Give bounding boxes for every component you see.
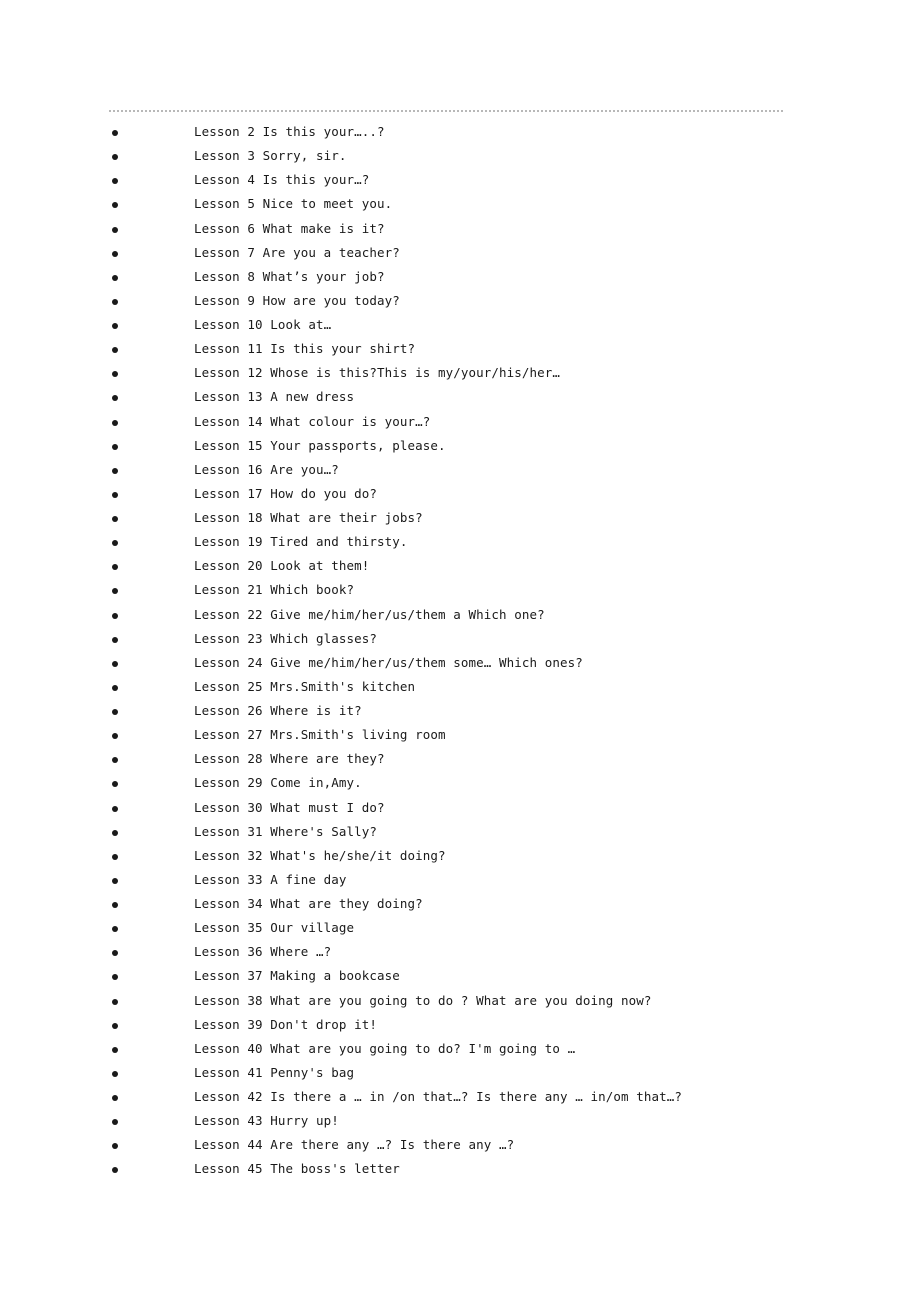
lesson-title: Lesson 45 The boss's letter xyxy=(194,1161,400,1177)
list-item xyxy=(0,868,920,892)
bullet-icon xyxy=(112,492,118,498)
list-item xyxy=(0,217,920,241)
lesson-title: Lesson 42 Is there a … in /on that…? Is there any … in/om that…? xyxy=(194,1089,683,1104)
bullet-icon xyxy=(112,974,118,980)
lesson-title: Lesson 6 What make is it? xyxy=(194,220,385,236)
list-item xyxy=(0,192,920,216)
lesson-title: Lesson 32 What's he/she/it doing? xyxy=(194,847,446,863)
bullet-icon xyxy=(112,709,118,715)
bullet-icon xyxy=(112,130,118,136)
lesson-title: Lesson 27 Mrs.Smith's living room xyxy=(194,727,446,743)
list-item xyxy=(0,337,920,361)
list-item xyxy=(0,1133,920,1157)
list-item xyxy=(0,820,920,844)
list-item xyxy=(0,506,920,530)
lesson-title: Lesson 30 What must I do? xyxy=(194,799,385,815)
bullet-icon xyxy=(112,926,118,932)
lesson-title: Lesson 17 How do you do? xyxy=(194,485,378,501)
bullet-icon xyxy=(112,878,118,884)
list-item xyxy=(0,603,920,627)
lesson-title: Lesson 24 Give me/him/her/us/them some… Which ones? xyxy=(194,654,583,670)
list-item xyxy=(0,241,920,265)
bullet-icon xyxy=(112,444,118,450)
list-item xyxy=(0,361,920,385)
lesson-title: Lesson 15 Your passports, please. xyxy=(194,437,446,453)
list-item xyxy=(0,771,920,795)
bullet-icon xyxy=(112,323,118,329)
lesson-title: Lesson 10 Look at… xyxy=(194,317,332,332)
list-item xyxy=(0,1061,920,1085)
list-item xyxy=(0,844,920,868)
lesson-title: Lesson 21 Which book? xyxy=(194,582,355,598)
bullet-icon xyxy=(112,468,118,474)
bullet-icon xyxy=(112,1071,118,1077)
lesson-title: Lesson 11 Is this your shirt? xyxy=(194,341,416,357)
lesson-title: Lesson 35 Our village xyxy=(194,920,355,936)
lesson-title: Lesson 34 What are they doing? xyxy=(194,896,423,911)
lesson-title: Lesson 3 Sorry, sir. xyxy=(194,148,347,164)
list-item xyxy=(0,265,920,289)
list-item xyxy=(0,1085,920,1109)
bullet-icon xyxy=(112,516,118,522)
bullet-icon xyxy=(112,637,118,643)
list-item xyxy=(0,675,920,699)
list-item xyxy=(0,916,920,940)
list-item xyxy=(0,627,920,651)
lesson-title: Lesson 9 How are you today? xyxy=(194,292,400,308)
lesson-title: Lesson 31 Where's Sally? xyxy=(194,823,378,839)
list-item xyxy=(0,651,920,675)
bullet-icon xyxy=(112,202,118,208)
bullet-icon xyxy=(112,613,118,619)
bullet-icon xyxy=(112,999,118,1005)
lesson-title: Lesson 38 What are you going to do ? What are you doing now? xyxy=(194,992,652,1008)
list-item xyxy=(0,723,920,747)
bullet-icon xyxy=(112,251,118,257)
list-item xyxy=(0,410,920,434)
bullet-icon xyxy=(112,1047,118,1053)
lesson-title: Lesson 25 Mrs.Smith's kitchen xyxy=(194,678,416,694)
list-item xyxy=(0,989,920,1013)
list-item xyxy=(0,554,920,578)
dotted-divider xyxy=(109,110,783,112)
bullet-icon xyxy=(112,227,118,233)
list-item xyxy=(0,289,920,313)
bullet-icon xyxy=(112,154,118,160)
lesson-title: Lesson 8 What’s your job? xyxy=(194,268,385,284)
lesson-title: Lesson 16 Are you…? xyxy=(194,461,339,477)
list-item xyxy=(0,482,920,506)
list-item xyxy=(0,892,920,916)
list-item xyxy=(0,120,920,144)
list-item xyxy=(0,940,920,964)
lesson-title: Lesson 12 Whose is this?This is my/your/his/her… xyxy=(194,365,561,381)
bullet-icon xyxy=(112,347,118,353)
bullet-icon xyxy=(112,1095,118,1101)
bullet-icon xyxy=(112,564,118,570)
bullet-icon xyxy=(112,1167,118,1173)
lesson-list xyxy=(0,120,920,1182)
lesson-title: Lesson 2 Is this your…..? xyxy=(194,124,385,139)
bullet-icon xyxy=(112,1119,118,1125)
lesson-title: Lesson 23 Which glasses? xyxy=(194,630,378,646)
lesson-title: Lesson 44 Are there any …? Is there any …? xyxy=(194,1137,515,1153)
lesson-title: Lesson 19 Tired and thirsty. xyxy=(194,534,408,550)
lesson-title: Lesson 43 Hurry up! xyxy=(194,1113,339,1129)
lesson-title: Lesson 40 What are you going to do? I'm going to … xyxy=(194,1040,576,1056)
list-item xyxy=(0,1037,920,1061)
bullet-icon xyxy=(112,275,118,281)
lesson-title: Lesson 20 Look at them! xyxy=(194,558,370,574)
list-item xyxy=(0,1013,920,1037)
lesson-title: Lesson 13 A new dress xyxy=(194,389,355,405)
lesson-title: Lesson 41 Penny's bag xyxy=(194,1064,355,1080)
lesson-title: Lesson 33 A fine day xyxy=(194,871,347,887)
bullet-icon xyxy=(112,950,118,956)
lesson-title: Lesson 28 Where are they? xyxy=(194,751,385,767)
list-item xyxy=(0,385,920,409)
lesson-title: Lesson 18 What are their jobs? xyxy=(194,510,423,525)
list-item xyxy=(0,434,920,458)
bullet-icon xyxy=(112,178,118,184)
list-item xyxy=(0,699,920,723)
bullet-icon xyxy=(112,902,118,908)
list-item xyxy=(0,144,920,168)
list-item xyxy=(0,964,920,988)
lesson-title: Lesson 37 Making a bookcase xyxy=(194,968,400,984)
list-item xyxy=(0,747,920,771)
list-item xyxy=(0,578,920,602)
list-item xyxy=(0,1109,920,1133)
bullet-icon xyxy=(112,395,118,401)
lesson-title: Lesson 39 Don't drop it! xyxy=(194,1016,378,1032)
list-item xyxy=(0,530,920,554)
list-item xyxy=(0,458,920,482)
bullet-icon xyxy=(112,420,118,426)
lesson-title: Lesson 5 Nice to meet you. xyxy=(194,196,393,212)
bullet-icon xyxy=(112,540,118,546)
lesson-title: Lesson 4 Is this your…? xyxy=(194,172,370,188)
lesson-title: Lesson 7 Are you a teacher? xyxy=(194,244,400,260)
bullet-icon xyxy=(112,1023,118,1029)
bullet-icon xyxy=(112,1143,118,1149)
lesson-title: Lesson 36 Where …? xyxy=(194,944,332,960)
lesson-title: Lesson 29 Come in,Amy. xyxy=(194,775,362,791)
bullet-icon xyxy=(112,830,118,836)
bullet-icon xyxy=(112,806,118,812)
lesson-title: Lesson 26 Where is it? xyxy=(194,703,362,718)
bullet-icon xyxy=(112,781,118,787)
bullet-icon xyxy=(112,661,118,667)
list-item xyxy=(0,1157,920,1181)
bullet-icon xyxy=(112,588,118,594)
bullet-icon xyxy=(112,733,118,739)
list-item xyxy=(0,313,920,337)
lesson-title: Lesson 22 Give me/him/her/us/them a Which one? xyxy=(194,606,545,622)
bullet-icon xyxy=(112,854,118,860)
bullet-icon xyxy=(112,371,118,377)
bullet-icon xyxy=(112,299,118,305)
list-item xyxy=(0,168,920,192)
bullet-icon xyxy=(112,685,118,691)
lesson-title: Lesson 14 What colour is your…? xyxy=(194,413,431,429)
list-item xyxy=(0,796,920,820)
bullet-icon xyxy=(112,757,118,763)
